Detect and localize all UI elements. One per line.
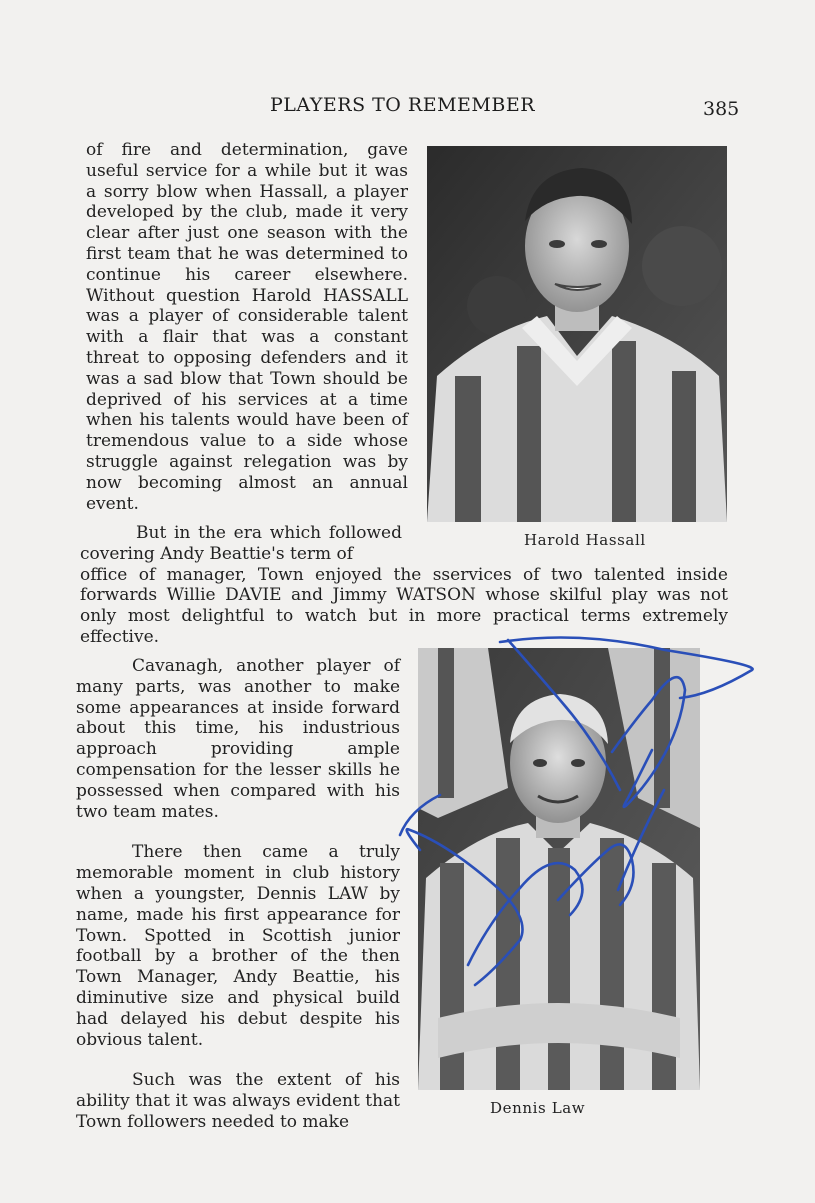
caption-dennis-law: Dennis Law — [490, 1099, 586, 1117]
paragraph-law: There then came a truly memorable moment in club history when a youngster, Dennis LAW by name, made his first appearance for Town. Spotted in Scottish junior football by a brother of the then Town Manager, Andy Beattie, his diminutive size and physical build had delayed his debut despite his obvious talent. — [76, 842, 400, 1050]
text-column-top — [86, 140, 408, 514]
paragraph-ability: Such was the extent of his ability that it was always evident that Town followers needed to make — [76, 1070, 400, 1132]
caption-harold-hassall: Harold Hassall — [524, 531, 646, 549]
page-number: 385 — [703, 98, 740, 120]
text-column-bottom — [76, 656, 400, 1133]
paragraph-beattie-start: But in the era which followed covering Andy Beattie's term of — [80, 523, 402, 564]
photo-dennis-law — [418, 648, 700, 1090]
paragraph-cavanagh: Cavanagh, another player of many parts, was another to make some appearances at inside forward about this time, his industrious approach providing ample compensation for the lesser skills he possessed when compared with his two team mates. — [76, 656, 400, 822]
paragraph-hassall: of fire and determination, gave useful service for a while but it was a sorry blow when Hassall, a player developed by the club, made it very clear after just one season with the first team that he was determined to continue his career elsewhere. Without question Harold HASSALL was a player of considerable talent with a flair that was a constant threat to opposing defenders and it was a sad blow that Town should be deprived of his services at a time when his talents would have been of tremendous value to a side whose struggle against relegation was by now becoming almost an annual event. — [86, 140, 408, 514]
paragraph-beattie-end: office of manager, Town enjoyed the sservices of two talented inside forwards Willie DAVIE and Jimmy WATSON whose skilful play was not only most delightful to watch but in more practical terms extremely effective. — [80, 564, 728, 647]
running-head: PLAYERS TO REMEMBER — [270, 94, 536, 116]
photo-harold-hassall — [427, 146, 727, 522]
